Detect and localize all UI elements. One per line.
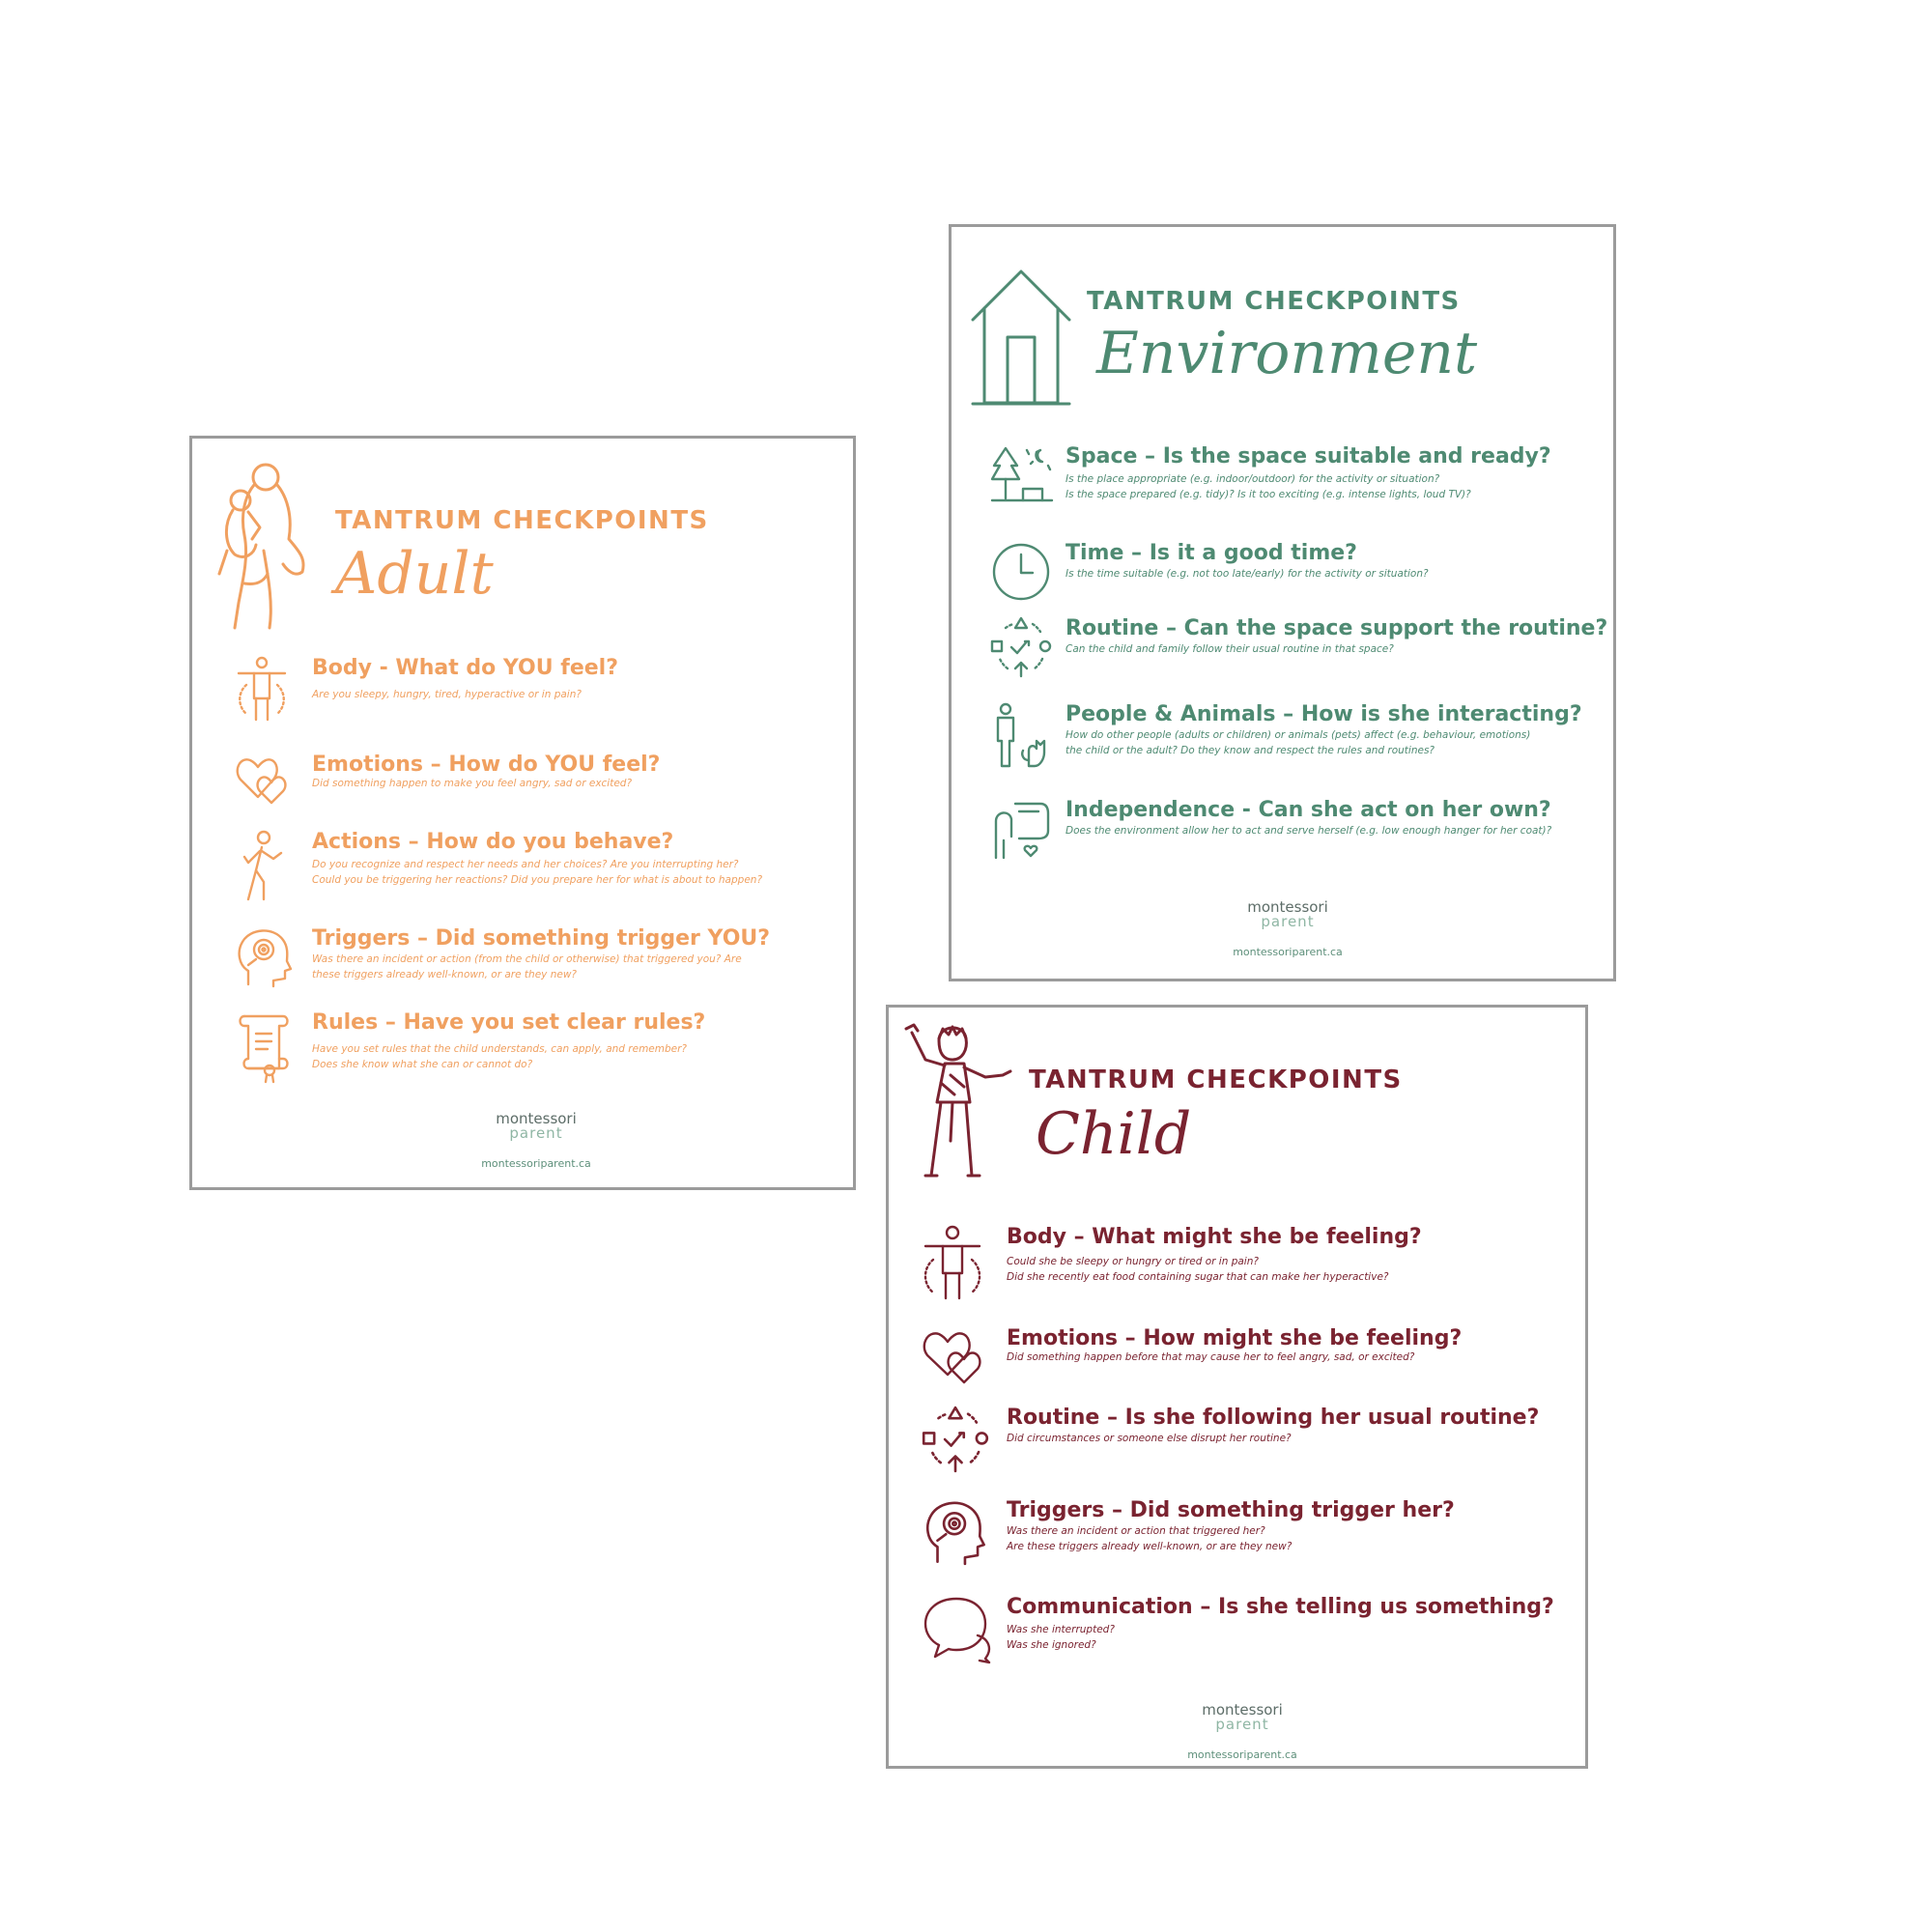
logo-line-2: parent: [509, 1124, 563, 1142]
item-detail-1: Could she be sleepy or hungry or tired or in pain?: [1007, 1256, 1259, 1267]
logo-url: montessoriparent.ca: [1187, 1748, 1297, 1761]
hearts-icon: [922, 1326, 989, 1386]
head-trigger-icon: [922, 1498, 987, 1566]
adult-item-rules: [235, 1010, 834, 1088]
logo-line-1: montessori: [1247, 898, 1328, 916]
child-item-body: [922, 1225, 1578, 1302]
adult-item-emotions: [235, 753, 834, 810]
people-animals-icon: [990, 702, 1054, 768]
item-detail-1: Was she interrupted?: [1007, 1624, 1115, 1635]
item-detail-1: Can the child and family follow their usual routine in that space?: [1065, 643, 1394, 655]
body-icon: [922, 1225, 983, 1302]
montessori-parent-logo: [1165, 1703, 1320, 1761]
item-detail-2: Could you be triggering her reactions? Did you prepare her for what is about to happen?: [312, 874, 763, 886]
item-detail-1: Is the place appropriate (e.g. indoor/outdoor) for the activity or situation?: [1065, 473, 1440, 485]
child-waving-illustration: [896, 1021, 1024, 1181]
child-title-top: TANTRUM CHECKPOINTS: [1029, 1065, 1403, 1094]
adult-title-top: TANTRUM CHECKPOINTS: [335, 506, 709, 535]
item-heading: Communication – Is she telling us something?: [1007, 1595, 1554, 1619]
item-detail-1: Did something happen to make you feel angry, sad or excited?: [312, 778, 633, 789]
item-detail-2: the child or the adult? Do they know and respect the rules and routines?: [1065, 745, 1435, 756]
item-detail-1: Was there an incident or action that triggered her?: [1007, 1525, 1265, 1537]
item-heading: Body – What might she be feeling?: [1007, 1225, 1422, 1249]
adult-item-body: [235, 656, 834, 728]
environment-item-time: [990, 541, 1599, 605]
hearts-icon: [235, 753, 295, 807]
child-item-emotions: [922, 1326, 1578, 1390]
environment-item-independence: [990, 798, 1599, 866]
scroll-icon: [235, 1010, 293, 1084]
child-checkpoints-card: [886, 1005, 1588, 1769]
item-detail-1: Did circumstances or someone else disrupt her routine?: [1007, 1433, 1292, 1444]
clock-icon: [990, 541, 1052, 603]
item-heading: Routine – Is she following her usual routine?: [1007, 1406, 1540, 1430]
routine-icon: [990, 616, 1052, 678]
logo-url: montessoriparent.ca: [1233, 946, 1343, 958]
environment-title-script: Environment: [1096, 320, 1478, 387]
environment-item-people-animals: [990, 702, 1599, 770]
adult-item-triggers: [235, 926, 834, 1004]
item-heading: Routine – Can the space support the routine?: [1065, 616, 1608, 640]
item-heading: Emotions – How might she be feeling?: [1007, 1326, 1463, 1350]
item-detail-1: Was there an incident or action (from the child or otherwise) that triggered you? Are: [312, 953, 742, 965]
item-detail-1: Have you set rules that the child understands, can apply, and remember?: [312, 1043, 688, 1055]
item-detail-1: How do other people (adults or children) or animals (pets) affect (e.g. behaviour, emotions): [1065, 729, 1531, 741]
child-item-triggers: [922, 1498, 1578, 1572]
item-heading: Space – Is the space suitable and ready?: [1065, 444, 1551, 469]
item-detail-2: Was she ignored?: [1007, 1639, 1096, 1651]
environment-item-space: [990, 444, 1599, 512]
routine-icon: [922, 1406, 989, 1473]
item-detail-2: Is the space prepared (e.g. tidy)? Is it too exciting (e.g. intense lights, loud TV)?: [1065, 489, 1471, 500]
adult-title-script: Adult: [335, 540, 494, 608]
item-detail-2: Does she know what she can or cannot do?: [312, 1059, 533, 1070]
logo-line-1: montessori: [496, 1110, 577, 1127]
montessori-parent-logo: [1210, 900, 1365, 958]
item-detail-1: Did something happen before that may cause her to feel angry, sad, or excited?: [1007, 1351, 1415, 1363]
item-heading: Rules – Have you set clear rules?: [312, 1010, 706, 1035]
item-heading: Triggers – Did something trigger her?: [1007, 1498, 1455, 1522]
independence-icon: [990, 798, 1054, 862]
logo-line-2: parent: [1261, 913, 1315, 930]
house-illustration: [969, 268, 1073, 408]
child-item-communication: [922, 1595, 1578, 1668]
item-detail-1: Are you sleepy, hungry, tired, hyperactive or in pain?: [312, 689, 582, 700]
item-heading: Independence - Can she act on her own?: [1065, 798, 1551, 822]
logo-line-1: montessori: [1202, 1701, 1283, 1719]
item-detail-1: Do you recognize and respect her needs and her choices? Are you interrupting her?: [312, 859, 739, 870]
item-detail-1: Is the time suitable (e.g. not too late/early) for the activity or situation?: [1065, 568, 1429, 580]
item-heading: People & Animals – How is she interacting?: [1065, 702, 1582, 726]
item-detail-2: Are these triggers already well-known, or are they new?: [1007, 1541, 1293, 1552]
logo-url: montessoriparent.ca: [481, 1157, 591, 1170]
child-item-routine: [922, 1406, 1578, 1475]
item-heading: Triggers – Did something trigger YOU?: [312, 926, 771, 951]
item-detail-2: Did she recently eat food containing sugar that can make her hyperactive?: [1007, 1271, 1389, 1283]
montessori-parent-logo: [459, 1112, 613, 1170]
environment-checkpoints-card: [949, 224, 1616, 981]
body-icon: [235, 656, 289, 724]
item-heading: Time – Is it a good time?: [1065, 541, 1357, 565]
head-trigger-icon: [235, 926, 293, 988]
space-icon: [990, 444, 1054, 504]
item-heading: Emotions – How do YOU feel?: [312, 753, 661, 777]
walking-person-icon: [235, 830, 289, 901]
item-heading: Actions – How do you behave?: [312, 830, 674, 854]
item-detail-1: Does the environment allow her to act and serve herself (e.g. low enough hanger for her coat)?: [1065, 825, 1552, 837]
adult-carrying-child-illustration: [206, 458, 314, 632]
speech-bubbles-icon: [922, 1595, 993, 1664]
logo-line-2: parent: [1215, 1716, 1269, 1733]
item-detail-2: these triggers already well-known, or are they new?: [312, 969, 577, 980]
environment-title-top: TANTRUM CHECKPOINTS: [1087, 287, 1461, 316]
adult-item-actions: [235, 830, 834, 907]
child-title-script: Child: [1036, 1100, 1192, 1168]
environment-item-routine: [990, 616, 1608, 680]
item-heading: Body - What do YOU feel?: [312, 656, 618, 680]
adult-checkpoints-card: [189, 436, 856, 1190]
